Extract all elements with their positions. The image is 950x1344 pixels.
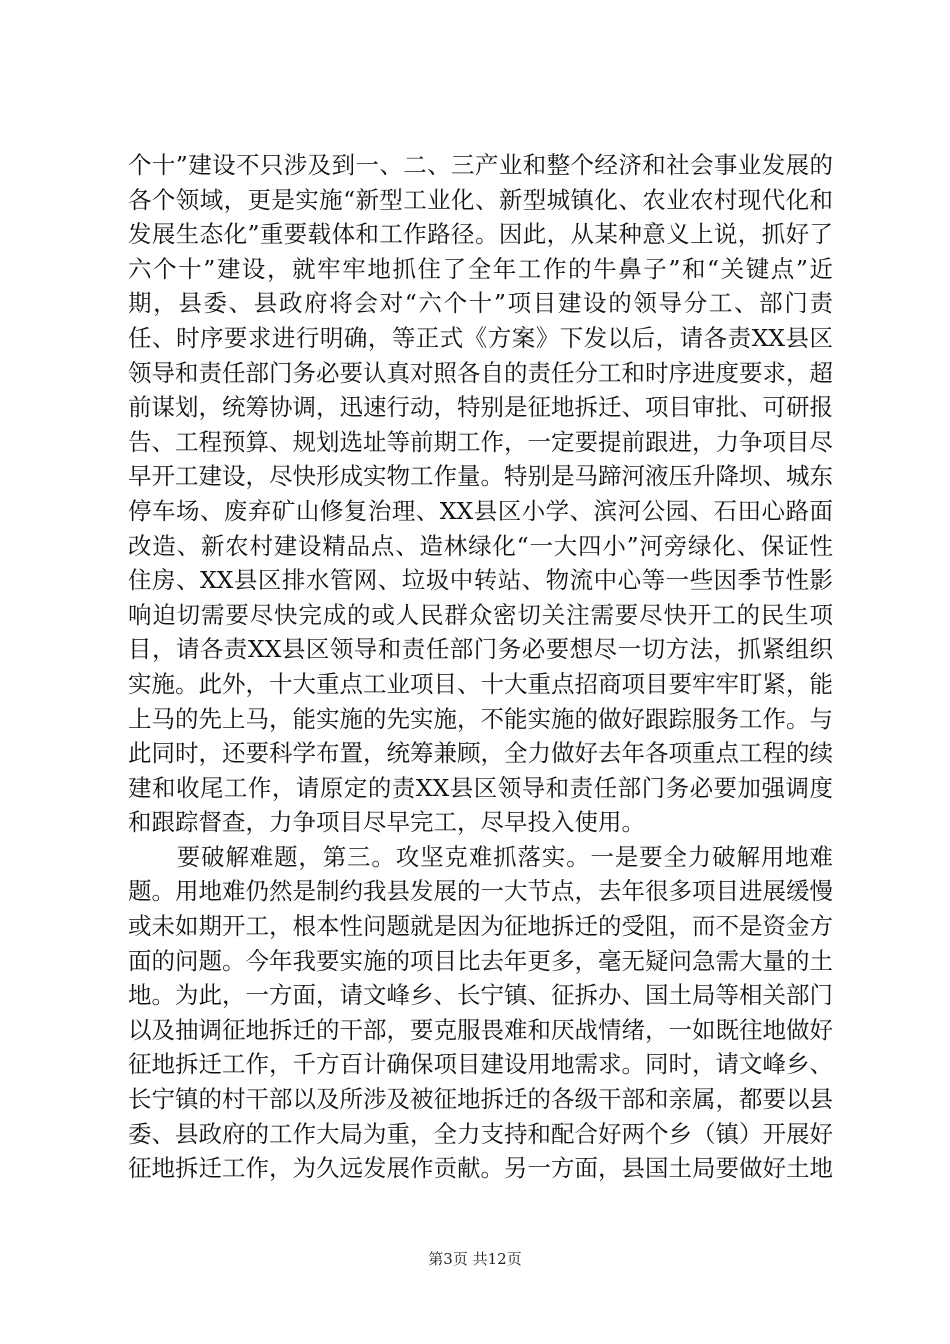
page-indicator: 第3页 共12页 bbox=[428, 1250, 522, 1268]
page-footer bbox=[0, 1248, 950, 1269]
paragraph-1: 个十”建设不只涉及到一、二、三产业和整个经济和社会事业发展的各个领域，更是实施“新型工业化、新型城镇化、农业农村现代化和发展生态化”重要载体和工作路径。因此，从某种意义上说，抓好了六个十”建设，就牢牢地抓住了全年工作的牛鼻子”和“关键点”近期，县委、县政府将会对“六个十”项目建设的领导分工、部门责任、时序要求进行明确，等正式《方案》下发以后，请各责XX县区领导和责任部门务必要认真对照各自的责任分工和时序进度要求，超前谋划，统筹协调，迅速行动，特别是征地拆迁、项目审批、可研报告、工程预算、规划选址等前期工作，一定要提前跟进，力争项目尽早开工建设，尽快形成实物工作量。特别是马蹄河液压升降坝、城东停车场、废弃矿山修复治理、XX县区小学、滨河公园、石田心路面改造、新农村建设精品点、造林绿化“一大四小”河旁绿化、保证性住房、XX县区排水管网、垃圾中转站、物流中心等一些因季节性影响迫切需要尽快完成的或人民群众密切关注需要尽快开工的民生项目，请各责XX县区领导和责任部门务必要想尽一切方法，抓紧组织实施。此外，十大重点工业项目、十大重点招商项目要牢牢盯紧，能上马的先上马，能实施的先实施，不能实施的做好跟踪服务工作。与此同时，还要科学布置，统筹兼顾，全力做好去年各项重点工程的续建和收尾工作，请原定的责XX县区领导和责任部门务必要加强调度和跟踪督查，力争项目尽早完工，尽早投入使用。 bbox=[128, 151, 833, 837]
paragraph-2: 要破解难题，第三。攻坚克难抓落实。一是要全力破解用地难题。用地难仍然是制约我县发展的一大节点，去年很多项目进展缓慢或未如期开工，根本性问题就是因为征地拆迁的受阻，而不是资金方面的问题。今年我要实施的项目比去年更多，毫无疑问急需大量的土地。为此，一方面，请文峰乡、长宁镇、征拆办、国土局等相关部门以及抽调征地拆迁的干部，要克服畏难和厌战情绪，一如既往地做好征地拆迁工作，千方百计确保项目建设用地需求。同时，请文峰乡、长宁镇的村干部以及所涉及被征地拆迁的各级干部和亲属，都要以县委、县政府的工作大局为重，全力支持和配合好两个乡（镇）开展好征地拆迁工作，为久远发展作贡献。另一方面，县国土局要做好土地 bbox=[128, 842, 833, 1183]
document-body bbox=[128, 148, 833, 1186]
